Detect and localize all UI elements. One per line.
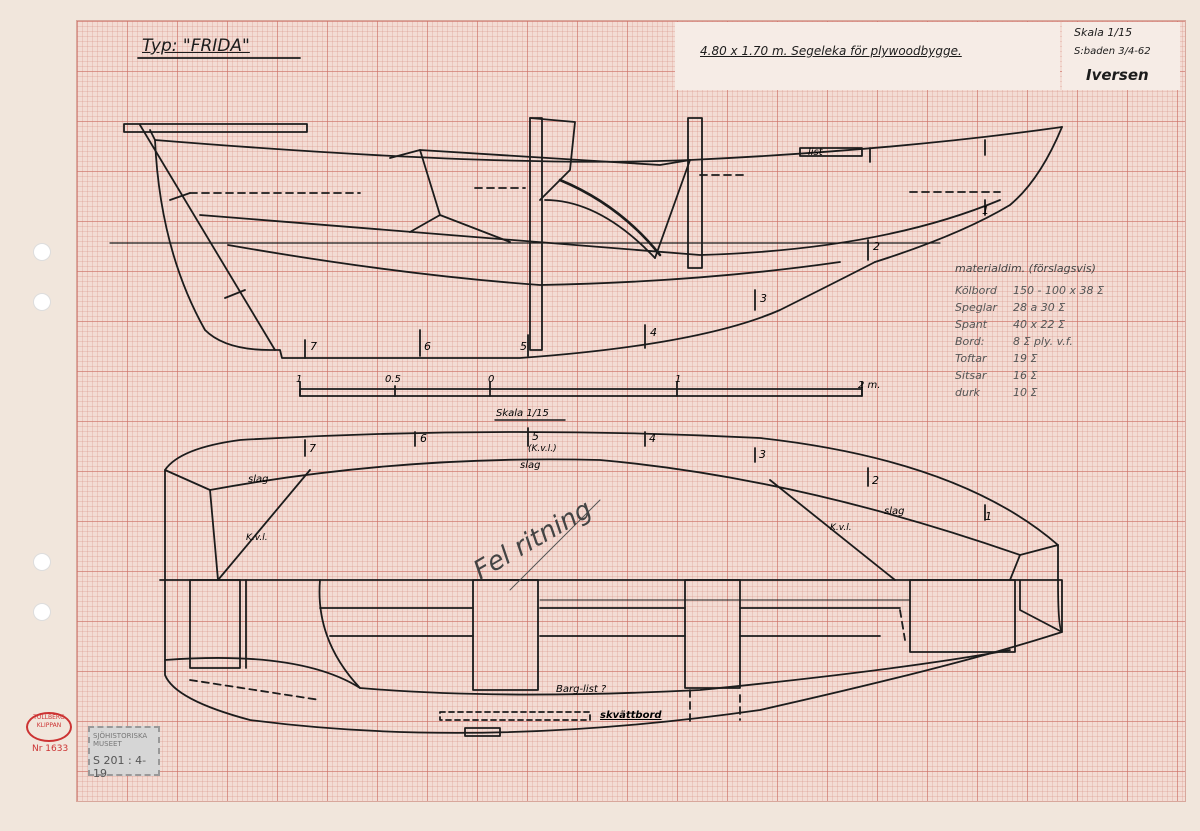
skvattbord-label: skvättbord [600,710,662,721]
material-name: Toftar [955,352,987,365]
dagger-arc-2 [560,180,660,255]
scale-tick-label: 1 [296,374,303,385]
plan-skvatt-board [440,712,590,720]
barg-list-label: Barg-list ? [556,684,607,695]
hull-bottom-line [155,140,875,358]
material-value: 19 Σ [1013,352,1038,365]
material-value: 16 Σ [1013,369,1038,382]
place-date: S:baden 3/4-62 [1074,46,1151,57]
profile-frame-number: 3 [760,292,767,305]
plan-floorboards [320,608,900,636]
plan-frame-number: 2 [872,474,879,487]
kvl-label: K.v.l. [246,533,268,543]
profile-frame-number: 2 [873,240,880,253]
material-name: Spant [955,318,987,331]
paper-number: Nr 1633 [32,744,69,754]
plan-outer-hull [165,432,1062,733]
list-label: list [808,147,823,158]
dashed-thwarts [190,175,1000,193]
plan-mast-thwart [685,580,740,688]
material-name: Sitsar [955,369,987,382]
scale-bar [300,389,862,396]
material-value: 40 x 22 Σ [1013,318,1065,331]
kvl-center-label: (K.v.l.) [528,444,557,454]
scale-label: Skala 1/15 [1074,26,1133,39]
profile-frame-number: 1 [982,204,989,217]
material-name: durk [955,386,980,399]
plan-frame-number: 3 [759,448,766,461]
plan-frame-number: 4 [649,432,656,445]
materials-heading: materialdim. (förslagsvis) [955,262,1096,275]
type-label: Typ: "FRIDA" [142,36,250,56]
scale-tick-label: 1 [675,374,682,385]
drawing-description: 4.80 x 1.70 m. Segeleka för plywoodbygge. [700,44,962,58]
plan-transom-seat [190,580,240,668]
plan-frame-number: 6 [420,432,427,445]
centerboard-case [530,118,542,350]
scale-tick-label: 2 m. [858,380,881,391]
plan-center-thwart [473,580,538,690]
plan-transom-edges [210,490,1020,580]
annotation-label: Fel ritning [468,494,598,587]
scale-caption: Skala 1/15 [496,408,549,419]
material-name: Kölbord [955,284,997,297]
profile-frame-number: 5 [520,340,527,353]
scale-tick-label: 0.5 [385,374,401,385]
plan-chine [165,459,1058,555]
chine-line [200,200,1000,255]
plan-centerline [160,580,1062,632]
slag-label: slag [884,506,905,517]
keel-line [228,245,840,285]
plan-frame-number: 5 [532,430,539,443]
archive-text: SJÖHISTORISKA MUSEET [93,732,148,748]
profile-frame-number: 4 [650,326,657,339]
profile-frame-number: 6 [424,340,431,353]
plan-dashed-lines [190,610,905,725]
slag-label: slag [248,474,269,485]
material-value: 10 Σ [1013,386,1038,399]
material-name: Speglar [955,301,998,314]
paper-logo-stamp [26,712,72,742]
archive-stamp [88,726,160,780]
transom-line [140,125,275,350]
mast-partner [688,118,702,268]
stem-line [875,127,1062,262]
kvl-label: K.v.l. [830,523,852,533]
signature: Iversen [1086,66,1149,84]
profile-frame-number: 7 [310,340,317,353]
plan-bow-deck [910,580,1015,652]
plan-frame-number: 7 [309,442,316,455]
plan-frame-number: 1 [985,510,992,523]
material-value: 8 Σ ply. v.f. [1013,335,1073,348]
tiller [124,124,307,132]
plan-frame-marks [305,428,985,520]
material-value: 28 a 30 Σ [1013,301,1066,314]
material-value: 150 - 100 x 38 Σ [1013,284,1104,297]
logo-text: TULLBERG KLIPPAN [33,714,65,729]
archive-number: S 201 : 4-19 [93,754,147,780]
frame-diagonals [410,150,510,242]
scale-tick-label: 0 [488,374,495,385]
material-name: Bord: [955,335,985,348]
slag-center-label: slag [520,460,541,471]
